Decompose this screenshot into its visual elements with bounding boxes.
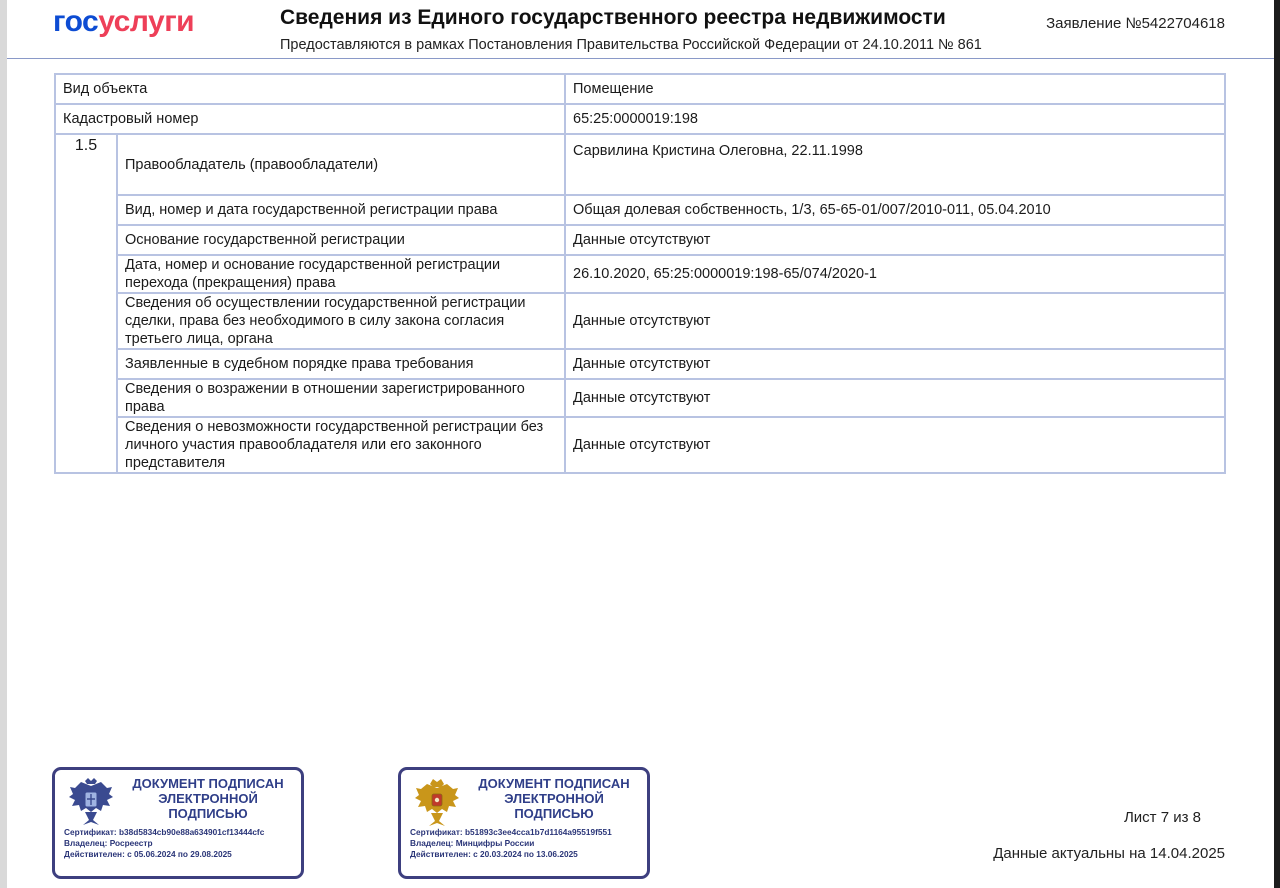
- stamp-certificate: Сертификат: b38d5834cb90e88a634901cf13444cfc: [64, 827, 265, 837]
- gosuslugi-logo[interactable]: [53, 5, 194, 39]
- row-label: Заявленные в судебном порядке права требования: [117, 349, 565, 379]
- header-divider: [7, 58, 1274, 59]
- logo-part-uslugi: услуги: [98, 5, 195, 38]
- signature-stamp-mintsifry: [398, 767, 650, 879]
- row-value: Данные отсутствуют: [565, 417, 1225, 473]
- signature-stamp-rosreestr: [52, 767, 304, 879]
- page-title: Сведения из Единого государственного реестра недвижимости: [280, 6, 946, 29]
- object-type-label: Вид объекта: [55, 74, 565, 104]
- row-value: Сарвилина Кристина Олеговна, 22.11.1998: [565, 134, 1225, 195]
- page-subtitle: Предоставляются в рамках Постановления Правительства Российской Федерации от 24.10.2011 № 861: [280, 37, 982, 53]
- table-row: [55, 417, 1225, 473]
- registry-table: [54, 73, 1226, 474]
- table-row: [55, 74, 1225, 104]
- table-row: [55, 225, 1225, 255]
- object-type-value: Помещение: [565, 74, 1225, 104]
- row-value: Данные отсутствуют: [565, 293, 1225, 349]
- table-row: [55, 195, 1225, 225]
- row-label: Вид, номер и дата государственной регистрации права: [117, 195, 565, 225]
- stamp-title: ДОКУМЕНТ ПОДПИСАН ЭЛЕКТРОННОЙ ПОДПИСЬЮ: [478, 776, 630, 821]
- row-label: Основание государственной регистрации: [117, 225, 565, 255]
- table-row: [55, 349, 1225, 379]
- page-edge-shadow: [0, 0, 7, 888]
- rosreestr-eagle-icon: [67, 778, 115, 828]
- table-row: [55, 134, 1225, 195]
- section-number: 1.5: [55, 134, 117, 473]
- row-value: Данные отсутствуют: [565, 379, 1225, 417]
- cadastral-number-value: 65:25:0000019:198: [565, 104, 1225, 134]
- data-actual-date: Данные актуальны на 14.04.2025: [993, 845, 1225, 862]
- table-row: [55, 104, 1225, 134]
- cadastral-number-label: Кадастровый номер: [55, 104, 565, 134]
- row-value: Данные отсутствуют: [565, 225, 1225, 255]
- row-value: 26.10.2020, 65:25:0000019:198-65/074/2020-1: [565, 255, 1225, 293]
- stamp-owner: Владелец: Минцифры России: [410, 838, 535, 848]
- stamp-validity: Действителен: с 20.03.2024 по 13.06.2025: [410, 849, 578, 859]
- sheet-number: Лист 7 из 8: [1123, 809, 1201, 826]
- row-label: Правообладатель (правообладатели): [117, 134, 565, 195]
- row-value: Данные отсутствуют: [565, 349, 1225, 379]
- row-label: Сведения о возражении в отношении зарегистрированного права: [117, 379, 565, 417]
- stamp-owner: Владелец: Росреестр: [64, 838, 153, 848]
- row-value: Общая долевая собственность, 1/3, 65-65-01/007/2010-011, 05.04.2010: [565, 195, 1225, 225]
- table-row: [55, 293, 1225, 349]
- table-row: [55, 379, 1225, 417]
- row-label: Дата, номер и основание государственной регистрации перехода (прекращения) права: [117, 255, 565, 293]
- row-label: Сведения о невозможности государственной регистрации без личного участия правообладателя или его законного представителя: [117, 417, 565, 473]
- viewer-edge: [1274, 0, 1280, 888]
- application-number: Заявление №5422704618: [1046, 15, 1225, 32]
- stamp-validity: Действителен: с 05.06.2024 по 29.08.2025: [64, 849, 232, 859]
- row-label: Сведения об осуществлении государственной регистрации сделки, права без необходимого в силу закона согласия третьего лица, органа: [117, 293, 565, 349]
- coat-of-arms-icon: [413, 778, 461, 828]
- logo-part-gos: гос: [53, 5, 99, 38]
- stamp-certificate: Сертификат: b51893c3ee4cca1b7d1164a95519f551: [410, 827, 612, 837]
- stamp-title: ДОКУМЕНТ ПОДПИСАН ЭЛЕКТРОННОЙ ПОДПИСЬЮ: [132, 776, 284, 821]
- table-row: [55, 255, 1225, 293]
